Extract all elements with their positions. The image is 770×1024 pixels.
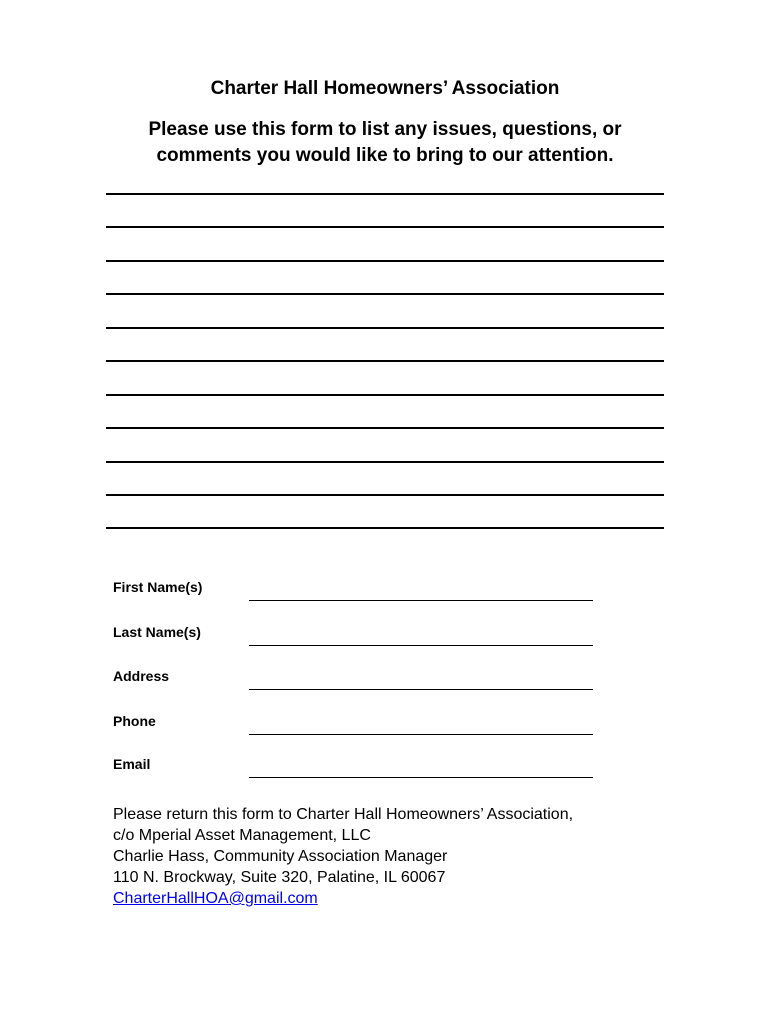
form-title: Charter Hall Homeowners’ Association bbox=[210, 78, 560, 99]
comment-line[interactable] bbox=[106, 427, 664, 429]
email-link[interactable]: CharterHallHOA@gmail.com bbox=[113, 890, 318, 907]
comment-line[interactable] bbox=[106, 327, 664, 329]
address-input[interactable] bbox=[249, 673, 593, 690]
instructions-line: Please use this form to list any issues, questions, or bbox=[148, 119, 622, 140]
comment-line[interactable] bbox=[106, 226, 664, 228]
email-input[interactable] bbox=[249, 761, 593, 778]
phone-row bbox=[113, 712, 595, 736]
comment-line[interactable] bbox=[106, 527, 664, 529]
first-name-row bbox=[113, 578, 595, 602]
instructions-line: comments you would like to bring to our attention. bbox=[156, 145, 614, 166]
comment-line[interactable] bbox=[106, 360, 664, 362]
last-name-row bbox=[113, 623, 595, 647]
comment-line[interactable] bbox=[106, 293, 664, 295]
email-row bbox=[113, 755, 595, 779]
first-name-label: First Name(s) bbox=[113, 579, 203, 595]
return-line: Please return this form to Charter Hall Homeowners’ Association, bbox=[113, 806, 574, 823]
return-line: c/o Mperial Asset Management, LLC bbox=[113, 827, 371, 844]
return-instructions bbox=[113, 804, 673, 909]
address-label: Address bbox=[113, 668, 170, 684]
last-name-label: Last Name(s) bbox=[113, 624, 201, 640]
address-row bbox=[113, 667, 595, 691]
return-line: Charlie Hass, Community Association Manager bbox=[113, 848, 448, 865]
comment-line[interactable] bbox=[106, 193, 664, 195]
form-instructions bbox=[0, 117, 770, 169]
comment-line[interactable] bbox=[106, 394, 664, 396]
email-link-line bbox=[113, 888, 673, 909]
email-label: Email bbox=[113, 756, 151, 772]
comment-line[interactable] bbox=[106, 494, 664, 496]
comment-line[interactable] bbox=[106, 260, 664, 262]
last-name-input[interactable] bbox=[249, 629, 593, 646]
return-line: 110 N. Brockway, Suite 320, Palatine, IL 60067 bbox=[113, 869, 446, 886]
phone-label: Phone bbox=[113, 713, 156, 729]
first-name-input[interactable] bbox=[249, 584, 593, 601]
phone-input[interactable] bbox=[249, 718, 593, 735]
comment-line[interactable] bbox=[106, 461, 664, 463]
